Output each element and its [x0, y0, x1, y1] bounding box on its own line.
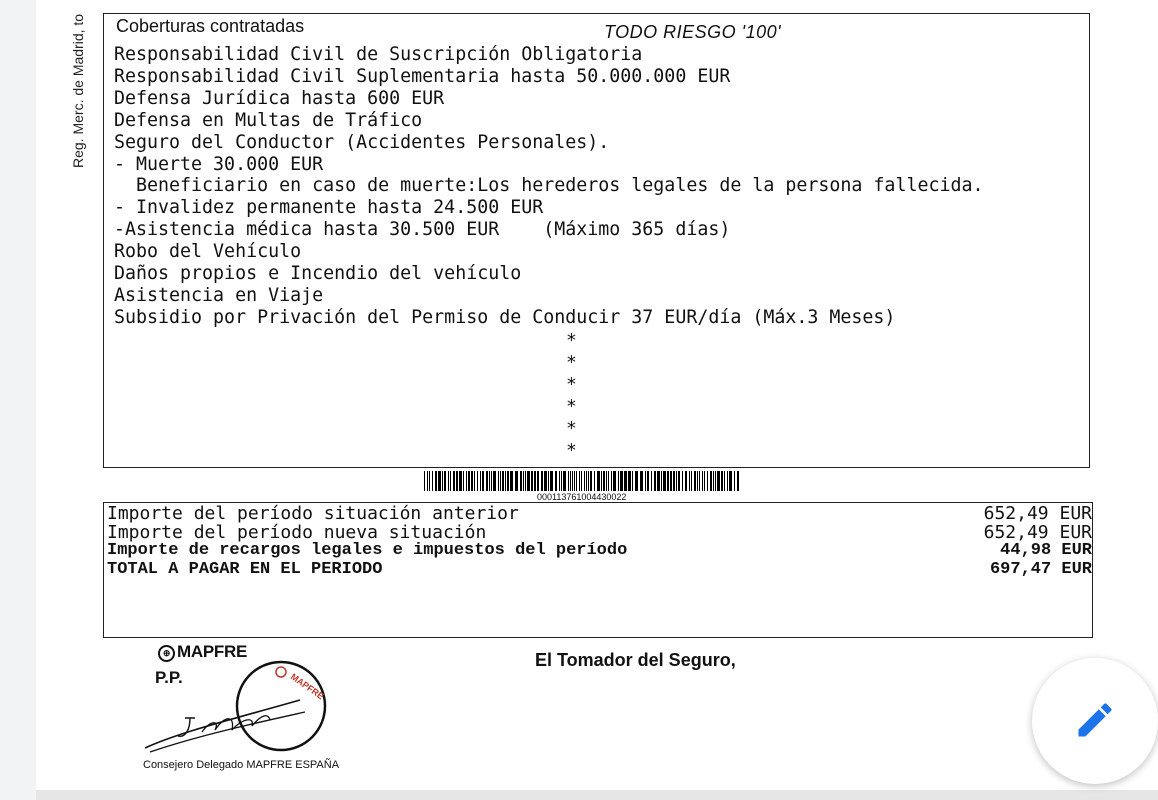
- barcode-bar: [448, 471, 449, 491]
- barcode-bar: [713, 471, 714, 491]
- barcode-bar: [534, 471, 536, 491]
- barcode-bar: [691, 471, 692, 491]
- barcode-bar: [597, 471, 600, 491]
- barcode-bar: [502, 471, 504, 491]
- barcode-bar: [548, 471, 549, 491]
- barcode-bar: [477, 471, 478, 491]
- barcode-bar: [581, 471, 582, 491]
- amount-value: 652,49 EUR: [983, 522, 1092, 543]
- barcode-bar: [704, 471, 705, 491]
- barcode-bar: [620, 471, 623, 491]
- barcode-bar: [515, 471, 518, 491]
- coverage-line: Asistencia en Viaje: [114, 284, 324, 306]
- barcode-bar: [586, 471, 587, 491]
- barcode-bar: [559, 471, 560, 491]
- barcode-bar: [601, 471, 602, 491]
- coverage-box: [103, 13, 1090, 468]
- barcode-bar: [661, 471, 662, 491]
- coverage-line: - Muerte 30.000 EUR: [114, 153, 324, 175]
- barcode-bar: [645, 471, 646, 491]
- page-bottom-edge: [36, 790, 1158, 800]
- barcode-bar: [444, 471, 446, 491]
- amount-value: 44,98 EUR: [1000, 541, 1092, 560]
- barcode-bar: [466, 471, 467, 491]
- barcode-bar: [572, 471, 573, 491]
- barcode-bar: [590, 471, 592, 491]
- barcode-bar: [427, 471, 428, 491]
- barcode-bar: [699, 471, 700, 491]
- barcode-bar: [463, 471, 464, 491]
- barcode-bar: [563, 471, 566, 491]
- coverage-line: Beneficiario en caso de muerte:Los herederos legales de la persona fallecida.: [114, 175, 984, 197]
- barcode-bar: [667, 471, 669, 491]
- barcode-bar: [694, 471, 696, 491]
- coverage-line: - Invalidez permanente hasta 24.500 EUR: [114, 197, 544, 219]
- barcode-bar: [608, 471, 609, 491]
- amounts-box: [103, 502, 1093, 638]
- barcode-bar: [628, 471, 631, 491]
- amount-label: TOTAL A PAGAR EN EL PERIODO: [107, 560, 383, 579]
- barcode-bar: [471, 471, 473, 491]
- amount-row: [107, 560, 1092, 580]
- barcode-bar: [624, 471, 627, 491]
- barcode-bar: [579, 471, 580, 491]
- barcode-bar: [715, 471, 716, 491]
- amount-row: [107, 541, 1092, 561]
- signature-stroke-2: [150, 712, 305, 752]
- barcode-bar: [505, 471, 506, 491]
- coverage-list: [114, 44, 984, 329]
- barcode-bar: [510, 471, 513, 491]
- filler-star: *: [566, 395, 577, 417]
- barcode-bar: [663, 471, 666, 491]
- barcode-bar: [525, 471, 526, 491]
- amount-value: 697,47 EUR: [989, 560, 1092, 579]
- barcode-bar: [734, 471, 735, 491]
- barcode-bar: [438, 471, 441, 491]
- barcode-bar: [555, 471, 557, 491]
- barcode-bar: [724, 471, 725, 491]
- filler-star: *: [566, 351, 577, 373]
- barcode-bar: [450, 471, 451, 491]
- coverage-line: Daños propios e Incendio del vehículo: [114, 263, 522, 285]
- barcode-bar: [710, 471, 712, 491]
- barcode-bar: [474, 471, 475, 491]
- coverage-line: -Asistencia médica hasta 30.500 EUR (Máximo 365 días): [114, 219, 731, 241]
- barcode: [424, 471, 741, 491]
- barcode-bar: [568, 471, 569, 491]
- barcode-bar: [550, 471, 553, 491]
- barcode-bar: [537, 471, 539, 491]
- pp-label: P.P.: [155, 668, 183, 687]
- barcode-bar: [673, 471, 675, 491]
- filler-star: *: [566, 373, 577, 395]
- barcode-bar: [489, 471, 490, 491]
- barcode-bar: [647, 471, 649, 491]
- barcode-bar: [721, 471, 723, 491]
- coverage-line: Defensa Jurídica hasta 600 EUR: [114, 87, 445, 109]
- barcode-bar: [640, 471, 643, 491]
- barcode-bar: [527, 471, 530, 491]
- barcode-bar: [611, 471, 612, 491]
- barcode-bar: [491, 471, 492, 491]
- filler-stars: [566, 330, 577, 461]
- barcode-bar: [707, 471, 708, 491]
- stamp-text: MAPFRE: [288, 671, 326, 702]
- barcode-bar: [541, 471, 543, 491]
- coverage-line: Seguro del Conductor (Accidentes Personales).: [114, 131, 610, 153]
- filler-star: *: [566, 439, 577, 461]
- barcode-bar: [493, 471, 496, 491]
- barcode-bar: [682, 471, 683, 491]
- barcode-number: 00011376100443002​2: [537, 492, 627, 502]
- stamp-logo-icon: [276, 667, 286, 677]
- amount-row: [107, 522, 1092, 542]
- barcode-bar: [480, 471, 481, 491]
- barcode-bar: [685, 471, 687, 491]
- barcode-bar: [588, 471, 589, 491]
- barcode-bar: [737, 471, 739, 491]
- barcode-bar: [435, 471, 437, 491]
- barcode-bar: [702, 471, 703, 491]
- barcode-bar: [670, 471, 672, 491]
- coverage-line: Responsabilidad Civil de Suscripción Obligatoria: [114, 44, 643, 65]
- barcode-bar: [498, 471, 499, 491]
- barcode-bar: [729, 471, 732, 491]
- barcode-bar: [697, 471, 698, 491]
- barcode-bar: [657, 471, 660, 491]
- barcode-bar: [544, 471, 547, 491]
- signature-stroke-1: [145, 700, 300, 748]
- barcode-bar: [520, 471, 522, 491]
- amount-value: 652,49 EUR: [983, 503, 1092, 524]
- coverage-line: Defensa en Multas de Tráfico: [114, 109, 423, 131]
- barcode-bar: [632, 471, 633, 491]
- barcode-bar: [468, 471, 470, 491]
- barcode-bar: [459, 471, 462, 491]
- barcode-bar: [576, 471, 577, 491]
- coverage-line: Subsidio por Privación del Permiso de Conducir 37 EUR/día (Máx.3 Meses): [114, 306, 896, 328]
- coverage-line: Responsabilidad Civil Suplementaria hasta 50.000.000 EUR: [114, 65, 731, 87]
- barcode-bar: [676, 471, 677, 491]
- barcode-bar: [574, 471, 575, 491]
- coverage-title: Coberturas contratadas: [116, 16, 305, 36]
- barcode-bar: [584, 471, 585, 491]
- pencil-icon: [1073, 698, 1117, 742]
- barcode-bar: [635, 471, 638, 491]
- mapfre-logo-icon: ⊕: [158, 645, 175, 662]
- mapfre-logo: [158, 642, 247, 662]
- registry-side-text: Reg. Merc. de Madrid, to: [70, 13, 86, 168]
- signer-caption: Consejero Delegado MAPFRE ESPAÑA: [143, 759, 340, 771]
- coverage-plan-name: TODO RIESGO '100': [604, 22, 782, 42]
- barcode-bar: [432, 471, 433, 491]
- edit-button[interactable]: [1032, 658, 1158, 784]
- barcode-bar: [606, 471, 607, 491]
- mapfre-logo-text: MAPFRE: [177, 642, 247, 661]
- amount-row: [107, 503, 1092, 523]
- barcode-bar: [486, 471, 488, 491]
- barcode-bar: [603, 471, 605, 491]
- barcode-bar: [429, 471, 430, 491]
- barcode-bar: [500, 471, 501, 491]
- filler-star: *: [566, 330, 577, 351]
- barcode-bar: [651, 471, 652, 491]
- barcode-bar: [654, 471, 656, 491]
- barcode-bar: [594, 471, 595, 491]
- barcode-bar: [678, 471, 680, 491]
- barcode-bar: [689, 471, 690, 491]
- filler-star: *: [566, 417, 577, 439]
- barcode-bar: [523, 471, 524, 491]
- policyholder-label: El Tomador del Seguro,: [535, 650, 736, 670]
- barcode-bar: [453, 471, 455, 491]
- barcode-bar: [570, 471, 571, 491]
- barcode-bar: [456, 471, 458, 491]
- barcode-bar: [424, 471, 425, 491]
- amount-label: Importe del período situación anterior: [107, 503, 519, 524]
- amount-label: Importe del período nueva situación: [107, 522, 487, 543]
- barcode-bar: [561, 471, 562, 491]
- barcode-bar: [717, 471, 720, 491]
- coverage-line: Robo del Vehículo: [114, 241, 302, 263]
- barcode-bar: [531, 471, 533, 491]
- signature-stamp: [140, 660, 340, 760]
- barcode-bar: [613, 471, 616, 491]
- amount-label: Importe de recargos legales e impuestos del período: [107, 541, 628, 560]
- barcode-bar: [442, 471, 443, 491]
- barcode-bar: [618, 471, 619, 491]
- barcode-bar: [482, 471, 484, 491]
- barcode-bar: [507, 471, 509, 491]
- signature-stroke-3: [178, 718, 195, 736]
- barcode-bar: [727, 471, 728, 491]
